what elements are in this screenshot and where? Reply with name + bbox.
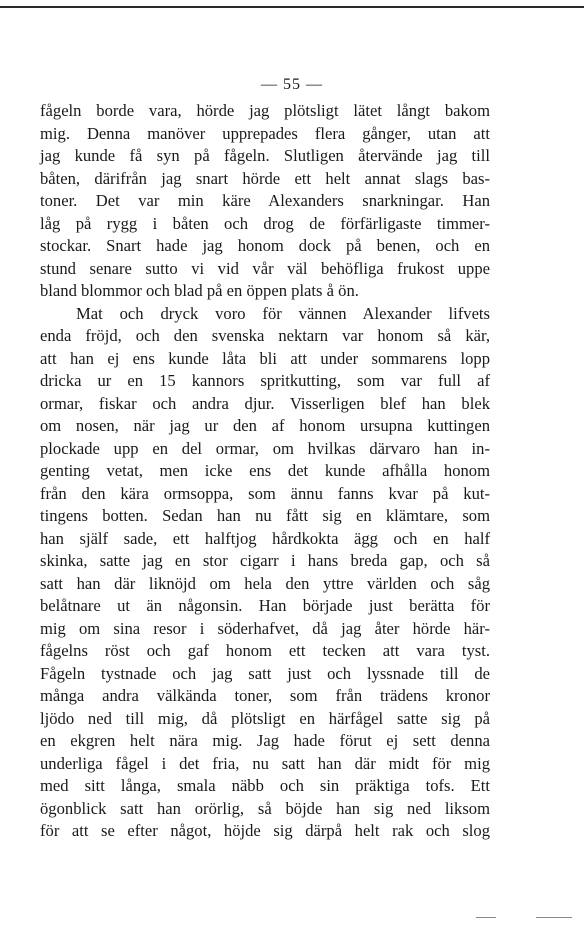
text-line: om nosen, när jag ur den af honom ursupna kuttingen xyxy=(40,416,490,435)
page-number: — 55 — xyxy=(261,76,323,93)
text-line: fågeln borde vara, hörde jag plötsligt lätet långt bakom xyxy=(40,101,490,120)
text-line: mig. Denna manöver upprepades flera gånger, utan att xyxy=(40,123,490,143)
text-line: Mat och dryck voro för vännen Alexander lifvets xyxy=(76,303,490,323)
text-line: plockade upp en del ormar, om hvilkas därvaro han in- xyxy=(40,438,490,458)
text-line: ljödo ned till mig, då plötsligt en härfågel satte sig på xyxy=(40,708,490,728)
scan-mark xyxy=(536,917,572,918)
text-line: ögonblick satt han orörlig, så böjde han sig ned liksom xyxy=(40,798,490,818)
body-text xyxy=(40,100,490,843)
text-line: Fågeln tystnade och jag satt just och lyssnade till de xyxy=(40,663,490,683)
text-line: ormar, fiskar och andra djur. Visserligen blef han blek xyxy=(40,393,490,413)
text-line: många andra välkända toner, som från trädens kronor xyxy=(40,686,490,705)
text-line: satt han där liknöjd om hela den yttre världen och såg xyxy=(40,573,490,593)
text-line: toner. Det var min käre Alexanders snarkningar. Han xyxy=(40,191,490,210)
text-line: båten, därifrån jag snart hörde ett helt annat slags bas- xyxy=(40,168,490,188)
text-line: att han ej ens kunde låta bli att under sommarens lopp xyxy=(40,348,490,368)
text-line: fågelns röst och gaf honom ett tecken att vara tyst. xyxy=(40,641,490,660)
text-line: tingens botten. Sedan han nu fått sig en klämtare, som xyxy=(40,506,490,525)
text-line: dricka ur en 15 kannors spritkutting, som var full af xyxy=(40,371,490,390)
text-line: skinka, satte jag en stor cigarr i hans breda gap, och så xyxy=(40,551,490,570)
text-line: låg på rygg i båten och drog de förfärligaste timmer- xyxy=(40,213,490,233)
text-line: belåtnare ut än någonsin. Han började just berätta för xyxy=(40,596,490,615)
text-line: stund senare sutto vi vid vår väl behöfliga frukost uppe xyxy=(40,258,490,278)
text-line: enda fröjd, och den svenska nektarn var honom så kär, xyxy=(40,326,490,345)
text-line: mig om sina resor i söderhafvet, då jag åter hörde här- xyxy=(40,618,490,638)
text-line: han själf sade, ett halftjog hårdkokta ägg och en half xyxy=(40,528,490,548)
top-rule xyxy=(0,6,584,8)
text-line: underliga fågel i det fria, nu satt han där midt för mig xyxy=(40,753,490,773)
text-line: med sitt långa, smala näbb och sin präktiga tofs. Ett xyxy=(40,776,490,795)
text-line: genting vetat, men icke ens det kunde afhålla honom xyxy=(40,461,490,480)
scan-mark xyxy=(476,917,496,918)
text-line: bland blommor och blad på en öppen plats å ön. xyxy=(40,281,359,300)
text-line: jag kunde få syn på fågeln. Slutligen återvände jag till xyxy=(40,146,490,165)
text-line: för att se efter något, höjde sig därpå helt rak och slog xyxy=(40,821,490,840)
text-line: stockar. Snart hade jag honom dock på benen, och en xyxy=(40,236,490,255)
text-line: en ekgren helt nära mig. Jag hade förut ej sett denna xyxy=(40,731,490,750)
text-line: från den kära ormsoppa, som ännu fanns kvar på kut- xyxy=(40,483,490,503)
